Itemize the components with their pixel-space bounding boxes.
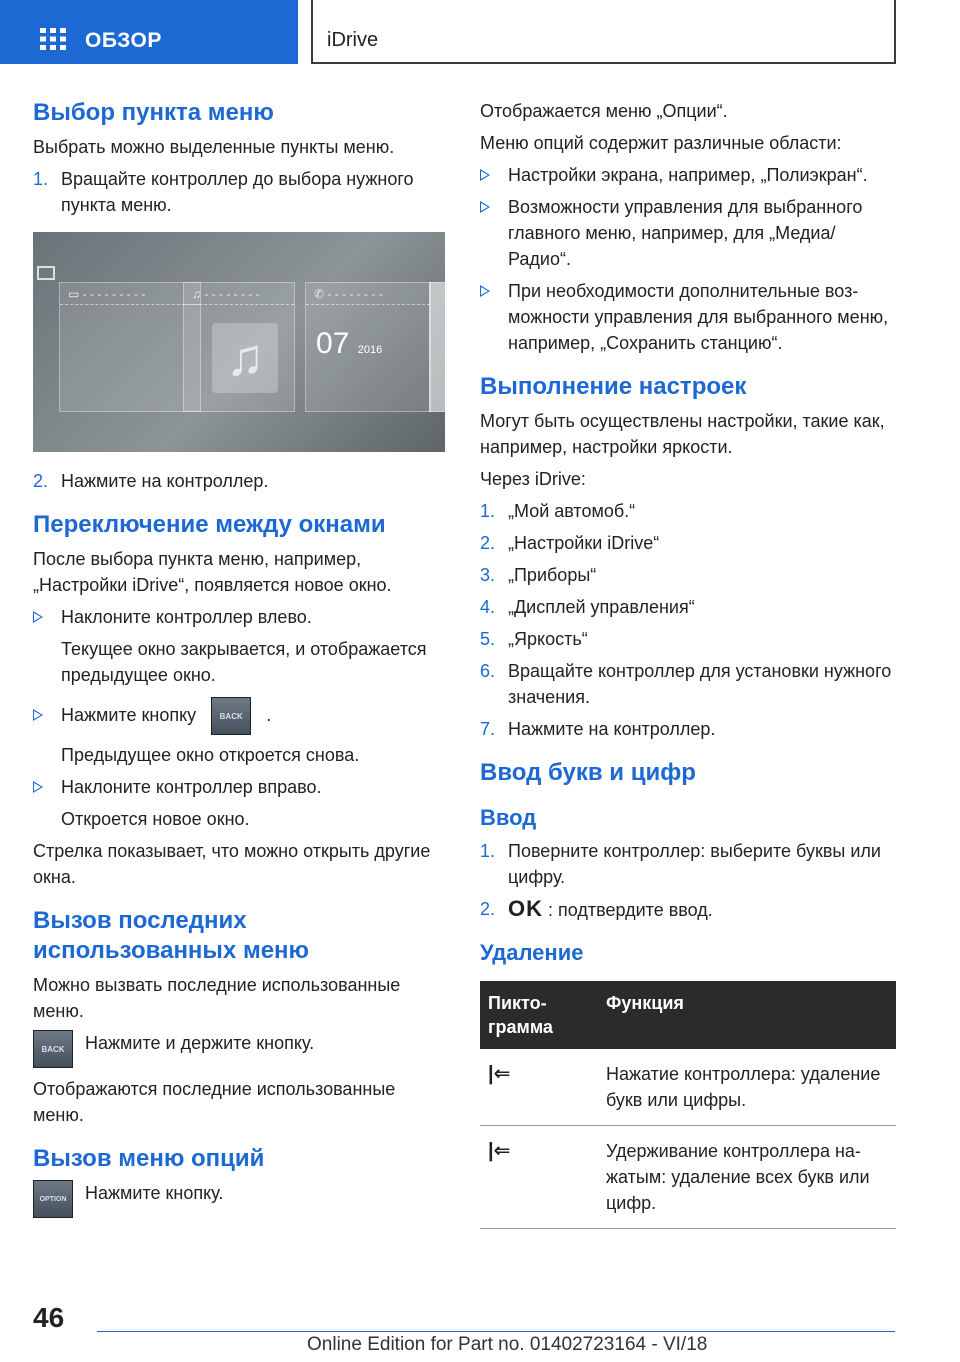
step-number: 5.	[480, 629, 496, 649]
paragraph: Стрелка показывает, что можно открыть другие окна.	[33, 841, 431, 887]
table-header-row	[480, 981, 896, 1049]
step-text: : подтвердите ввод.	[548, 900, 713, 920]
bullet-item	[33, 694, 445, 736]
step-number: 1.	[33, 169, 49, 189]
step-text: Вращайте контроллер для установки нужного значения.	[508, 661, 892, 707]
idrive-screenshot	[33, 232, 445, 452]
numbered-step	[480, 530, 896, 556]
bullet-item	[480, 162, 896, 188]
menu-icon	[37, 266, 55, 280]
date-display	[316, 327, 382, 361]
instruction-text: Нажмите кнопку.	[85, 1183, 224, 1203]
ok-icon: OK	[508, 896, 543, 921]
step-number: 1.	[480, 501, 496, 521]
delete-icon: |⇐	[480, 1126, 598, 1229]
bullet-text: Настройки экрана, например, „Полиэкран“.	[508, 165, 868, 185]
step-text: „Яркость“	[508, 629, 588, 649]
bullet-arrow-icon	[33, 611, 43, 623]
step-number: 2.	[480, 899, 496, 919]
section-label: ОБЗОР	[85, 29, 162, 52]
numbered-step	[480, 594, 896, 620]
right-column	[480, 98, 896, 1229]
heading-recent-menus: Вызов последних использованных меню	[33, 907, 310, 964]
heading-options-menu: Вызов меню опций	[33, 1145, 265, 1172]
bullet-text: Нажмите кнопку	[61, 705, 197, 725]
option-button-icon: OPTION	[33, 1180, 73, 1218]
bullet-arrow-icon	[480, 169, 490, 181]
numbered-step	[480, 716, 896, 742]
music-note-icon: ♫	[212, 323, 278, 393]
numbered-step	[480, 658, 896, 710]
table-row	[480, 1049, 896, 1126]
bullet-item	[33, 604, 445, 630]
bullet-arrow-icon	[33, 709, 43, 721]
bullet-text: Наклоните контроллер влево.	[61, 607, 312, 627]
table-cell: Нажатие контроллера: удаление букв или цифры.	[598, 1049, 896, 1126]
bullet-text: При необходимости дополнительные возможности управления для выбранного меню, например, „Сохранить станцию“.	[508, 281, 889, 353]
step-text: „Настройки iDrive“	[508, 533, 660, 553]
numbered-step	[480, 838, 896, 890]
bullet-item	[480, 278, 896, 356]
bullet-arrow-icon	[480, 201, 490, 213]
bullet-text-end: .	[266, 705, 272, 725]
step-number: 7.	[480, 719, 496, 739]
column-header-function: Функция	[598, 981, 896, 1049]
bullet-text: Возможности управления для выбранного главного меню, например, для „Медиа/Радио“.	[508, 197, 863, 269]
table-cell: Удерживание контроллера нажатым: удаление всех букв или цифр.	[598, 1126, 896, 1229]
edition-text: Online Edition for Part no. 01402723164 - VI/18	[307, 1334, 708, 1355]
step-text: Вращайте контроллер до выбора нужного пункта меню.	[61, 169, 414, 215]
instruction-text: Нажмите и держите кнопку.	[85, 1033, 315, 1053]
heading-settings: Выполнение настроек	[480, 373, 747, 400]
subheading-input: Ввод	[480, 805, 537, 830]
bullet-arrow-icon	[33, 781, 43, 793]
paragraph: После выбора пункта меню, например, „Настройки iDrive“, появляется новое окно.	[33, 549, 392, 595]
column-header-pictogram: Пиктограмма	[480, 981, 598, 1049]
numbered-step	[480, 626, 896, 652]
delete-icon: |⇐	[480, 1049, 598, 1126]
page-number: 46	[33, 1302, 65, 1333]
paragraph: Могут быть осуществлены настройки, такие как, например, настройки яркости.	[480, 411, 885, 457]
section-tab[interactable]	[0, 0, 298, 64]
step-text: „Приборы“	[508, 565, 597, 585]
grid-menu-icon	[40, 28, 66, 50]
step-number: 3.	[480, 565, 496, 585]
tile-media: ♫ - - - - - - - - ♫	[183, 282, 295, 412]
tile-vehicle: ▭ - - - - - - - - -	[59, 282, 201, 412]
back-button-icon: BACK	[211, 697, 251, 735]
heading-switch-windows: Переключение между окнами	[33, 511, 386, 538]
step-text: Нажмите на контроллер.	[508, 719, 716, 739]
numbered-step	[33, 468, 445, 494]
topic-label: iDrive	[327, 29, 379, 51]
paragraph: Через iDrive:	[480, 469, 586, 489]
bullet-item	[33, 774, 445, 800]
subheading-delete: Удаление	[480, 940, 584, 965]
step-text: „Мой автомоб.“	[508, 501, 636, 521]
step-text: „Дисплей управления“	[508, 597, 695, 617]
bullet-result: Откроется новое окно.	[61, 809, 250, 829]
step-number: 1.	[480, 841, 496, 861]
bullet-text: Наклоните контроллер вправо.	[61, 777, 322, 797]
step-number: 6.	[480, 661, 496, 681]
paragraph: Отображается меню „Опции“.	[480, 101, 728, 121]
numbered-step	[33, 166, 445, 218]
table-row	[480, 1126, 896, 1229]
step-number: 4.	[480, 597, 496, 617]
bullet-item	[480, 194, 896, 272]
paragraph: Отображаются последние использованные меню.	[33, 1079, 396, 1125]
paragraph: Можно вызвать последние использованные меню.	[33, 975, 401, 1021]
icon-instruction	[33, 1030, 445, 1068]
paragraph: Меню опций содержит различные области:	[480, 133, 842, 153]
tile-next	[429, 282, 445, 412]
step-number: 2.	[480, 533, 496, 553]
icon-instruction	[33, 1180, 445, 1218]
date-day: 07	[316, 327, 350, 360]
heading-input: Ввод букв и цифр	[480, 759, 696, 786]
date-year: 2016	[357, 344, 383, 356]
tile-communication: ✆ - - - - - - - - 07 2016	[305, 282, 431, 412]
left-column	[33, 98, 445, 1226]
numbered-step	[480, 562, 896, 588]
paragraph: Выбрать можно выделенные пункты меню.	[33, 137, 395, 157]
step-text: Поверните контроллер: выберите буквы или цифру.	[508, 841, 881, 887]
step-number: 2.	[33, 471, 49, 491]
heading-select-item: Выбор пункта меню	[33, 99, 274, 126]
footer-divider	[97, 1331, 895, 1332]
delete-table	[480, 981, 896, 1229]
numbered-step	[480, 498, 896, 524]
step-text: Нажмите на контроллер.	[61, 471, 269, 491]
bullet-result: Текущее окно закрывается, и отображается предыдущее окно.	[61, 639, 427, 685]
back-button-icon: BACK	[33, 1030, 73, 1068]
numbered-step	[480, 896, 896, 923]
bullet-arrow-icon	[480, 285, 490, 297]
bullet-result: Предыдущее окно откроется снова.	[61, 745, 360, 765]
topic-header	[311, 0, 896, 64]
